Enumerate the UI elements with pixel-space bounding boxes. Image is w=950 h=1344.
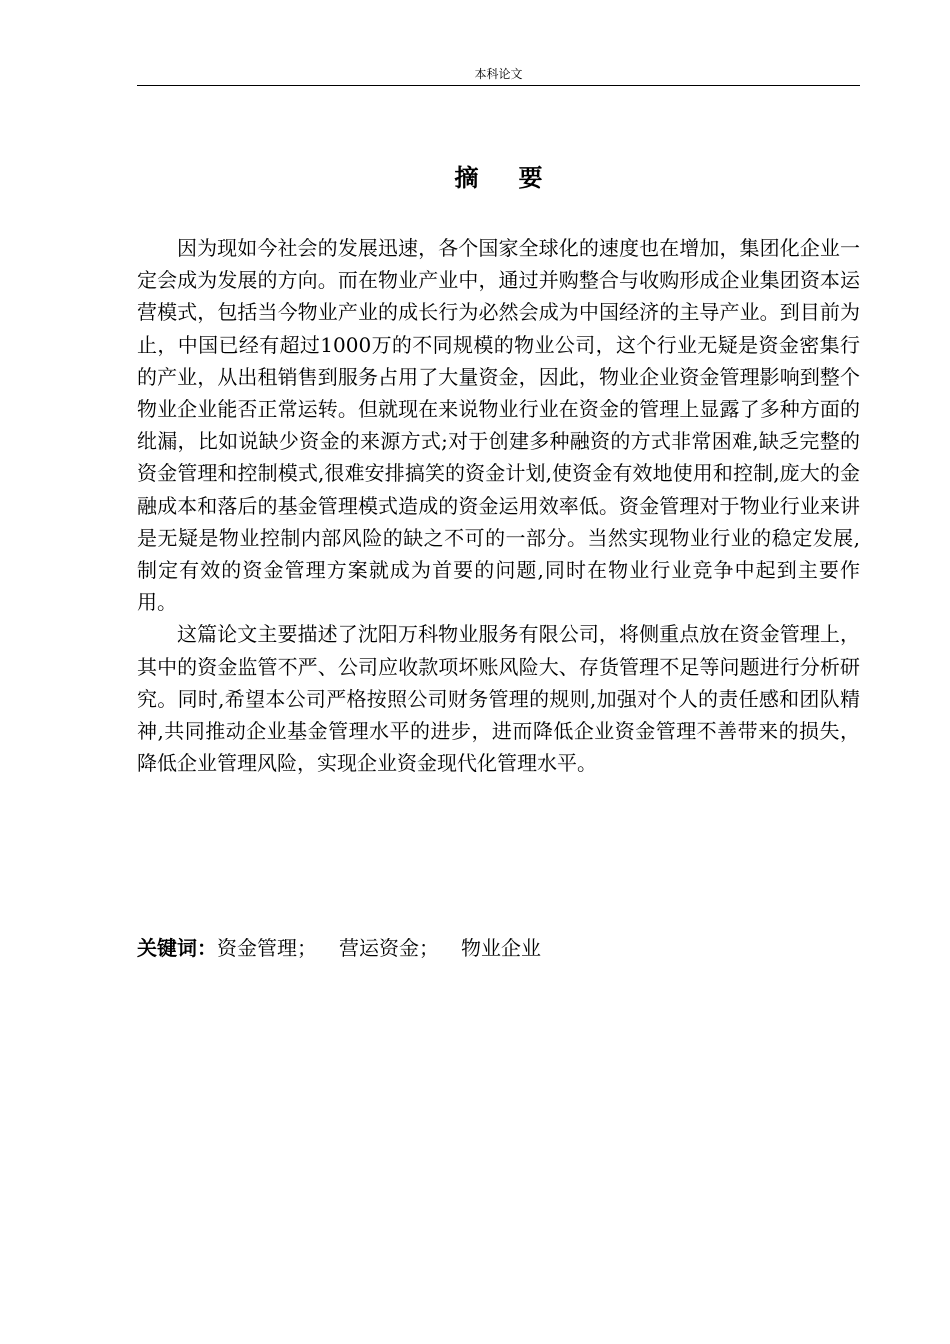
keyword-item: 营运资金； — [339, 936, 439, 960]
abstract-paragraph-2: 这篇论文主要描述了沈阳万科物业服务有限公司，将侧重点放在资金管理上，其中的资金监管不严、公司应收款项坏账风险大、存货管理不足等问题进行分析研究。同时,希望本公司严格按照公司财务管理的规则,加强对个人的责任感和团队精神,共同推动企业基金管理水平的进步，进而降低企业资金管理不善带来的损失，降低企业管理风险，实现企业资金现代化管理水平。 — [137, 622, 860, 776]
abstract-body — [137, 232, 860, 779]
keywords-line — [137, 932, 860, 964]
abstract-paragraph-1: 因为现如今社会的发展迅速，各个国家全球化的速度也在增加，集团化企业一定会成为发展的方向。而在物业产业中，通过并购整合与收购形成企业集团资本运营模式，包括当今物业产业的成长行为必然会成为中国经济的主导产业。到目前为止，中国已经有超过1000万的不同规模的物业公司，这个行业无疑是资金密集行的产业，从出租销售到服务占用了大量资金，因此，物业企业资金管理影响到整个物业企业能否正常运转。但就现在来说物业行业在资金的管理上显露了多种方面的纰漏，比如说缺少资金的来源方式;对于创建多种融资的方式非常困难,缺乏完整的资金管理和控制模式,很难安排搞笑的资金计划,使资金有效地使用和控制,庞大的金融成本和落后的基金管理模式造成的资金运用效率低。资金管理对于物业行业来讲是无疑是物业控制内部风险的缺之不可的一部分。当然实现物业行业的稳定发展,制定有效的资金管理方案就成为首要的问题,同时在物业行业竞争中起到主要作用。 — [137, 236, 860, 615]
keywords-label: 关键词： — [137, 936, 217, 960]
keyword-item: 物业企业 — [461, 936, 541, 960]
keyword-item: 资金管理； — [217, 936, 317, 960]
header-divider — [137, 85, 860, 86]
running-header: 本科论文 — [474, 67, 523, 81]
abstract-title: 摘要 — [454, 163, 583, 192]
